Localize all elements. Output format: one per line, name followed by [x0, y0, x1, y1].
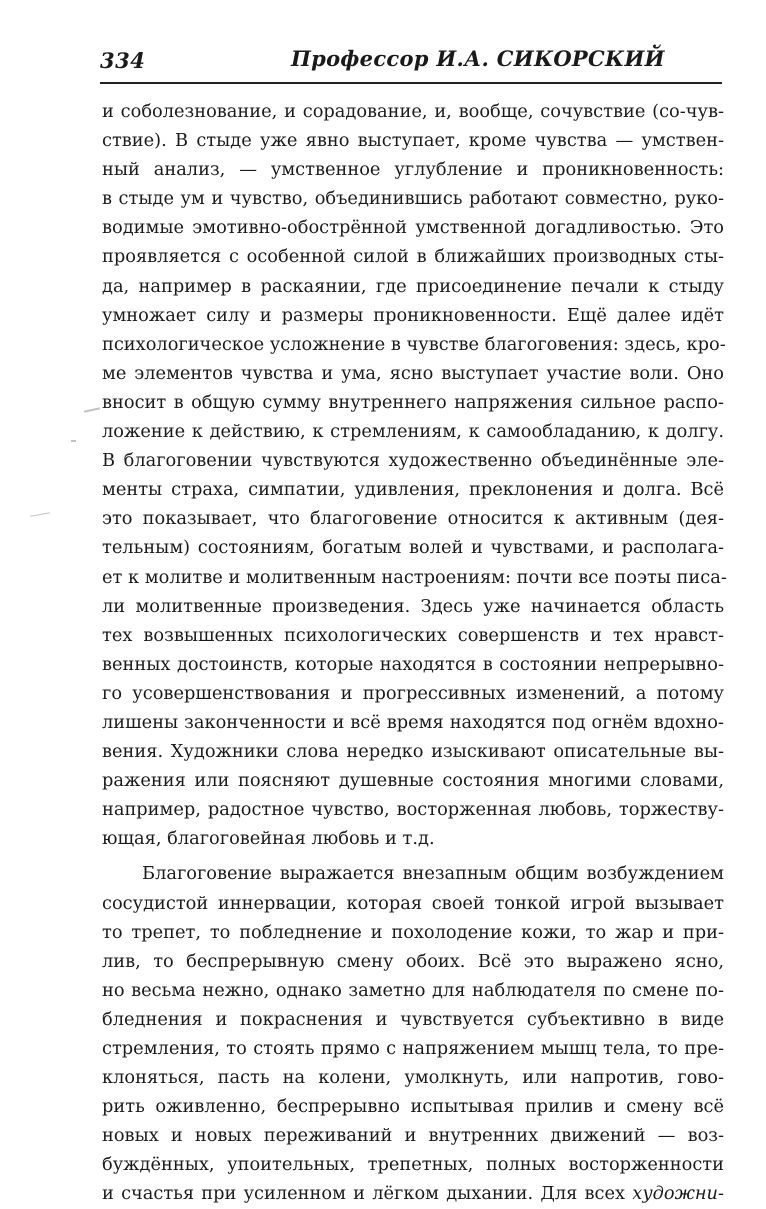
- line-text-italic: художни-: [632, 1183, 724, 1205]
- text-line: [102, 504, 724, 533]
- text-line: [102, 359, 724, 388]
- text-line: [102, 533, 724, 562]
- text-line: [102, 388, 724, 417]
- text-line: [102, 97, 724, 126]
- line-text: буждённых, упоительных, трепетных, полных восторженности: [102, 1154, 724, 1176]
- line-text: это показывает, что благоговение относится к активным (дея-: [102, 508, 724, 530]
- text-line: [102, 679, 724, 708]
- text-line: [102, 272, 724, 301]
- line-text: психологическое усложнение в чувстве благоговения: здесь, кро-: [102, 333, 726, 355]
- text-line: [102, 918, 724, 947]
- text-line: [102, 1063, 724, 1092]
- text-line: [102, 947, 724, 976]
- text-line: [102, 1121, 724, 1150]
- line-text: ет к молитве и молитвенным настроениям: почти все поэты писа-: [102, 566, 727, 588]
- line-text: проявляется с особенной силой в ближайших производных сты-: [102, 246, 724, 268]
- paragraph-1: [102, 97, 727, 853]
- line-text: клоняться, пасть на колени, умолкнуть, или напротив, гово-: [102, 1067, 724, 1089]
- text-line: [102, 184, 724, 213]
- text-line: [102, 1005, 724, 1034]
- line-text: ражения или поясняют душевные состояния многими словами,: [102, 770, 724, 792]
- text-line: [102, 824, 724, 853]
- line-text: ствие). В стыде уже явно выступает, кроме чувства — умствен-: [102, 130, 724, 152]
- text-line: [102, 301, 724, 330]
- line-text: лишены законченности и всё время находятся под огнём вдохно-: [102, 711, 724, 733]
- line-text: ный анализ, — умственное углубление и проникновенность:: [102, 159, 724, 181]
- text-line: [102, 242, 724, 271]
- line-text: стремления, то стоять прямо с напряжением мышц тела, то пре-: [102, 1038, 724, 1059]
- paragraph-2: [102, 859, 724, 1208]
- text-line: [102, 213, 724, 242]
- text-line: [102, 650, 724, 679]
- body-text: [102, 97, 727, 1209]
- line-text: сосудистой иннервации, которая своей тонкой игрой вызывает: [102, 892, 724, 914]
- line-text: в стыде ум и чувство, объединившись работают совместно, руко-: [102, 188, 724, 210]
- line-text: да, например в раскаянии, где присоединение печали к стыду: [102, 275, 724, 297]
- text-line: [102, 126, 724, 155]
- line-text: рить оживленно, беспрерывно испытывая прилив и смену всё: [102, 1096, 724, 1118]
- line-text: В благоговении чувствуются художественно объединённые эле-: [102, 450, 724, 472]
- line-text: тех возвышенных психологических совершенств и тех нравст-: [102, 624, 724, 646]
- line-text: и соболезнование, и сорадование, и, вообще, сочувствие (со-чув-: [102, 101, 724, 122]
- text-line: [102, 1150, 724, 1179]
- text-line: [102, 766, 724, 795]
- line-text: ющая, благоговейная любовь и т.д.: [102, 828, 435, 850]
- margin-mark: [30, 512, 50, 516]
- text-line: [102, 976, 724, 1005]
- text-line: [102, 155, 724, 184]
- text-line: [102, 859, 724, 888]
- line-text: тельным) состояниям, богатым волей и чувствами, и располага-: [102, 537, 724, 559]
- line-text: вносит в общую сумму внутреннего напряжения сильное распо-: [102, 391, 724, 413]
- text-line: [102, 889, 724, 918]
- line-text: но весьма нежно, однако заметно для наблюдателя по смене по-: [102, 979, 724, 1001]
- text-line: [102, 475, 724, 504]
- line-text: го усовершенствования и прогрессивных изменений, а потому: [102, 682, 724, 704]
- text-line: [102, 737, 724, 766]
- line-text: умножает силу и размеры проникновенности. Ещё далее идёт: [102, 304, 724, 326]
- text-line: [102, 592, 724, 621]
- text-line: [102, 1034, 724, 1063]
- header-rule: [100, 82, 722, 84]
- text-line: [102, 708, 724, 737]
- line-text: ли молитвенные произведения. Здесь уже начинается область: [102, 595, 724, 617]
- line-text: то трепет, то побледнение и похолодение кожи, то жар и при-: [102, 921, 724, 943]
- line-text: водимые эмотивно-обострённой умственной догадливостью. Это: [102, 217, 724, 239]
- running-title: Профессор И.А. СИКОРСКИЙ: [291, 46, 665, 71]
- line-text: и счастья при усиленном и лёгком дыхании. Для всех: [102, 1183, 626, 1205]
- text-line: [102, 417, 724, 446]
- text-line: [102, 563, 727, 592]
- line-text: лив, то беспрерывную смену обоих. Всё это выражено ясно,: [102, 950, 724, 972]
- line-text: Благоговение выражается внезапным общим возбуждением: [142, 863, 724, 885]
- line-text: менты страха, симпатии, удивления, преклонения и долга. Всё: [102, 479, 724, 501]
- text-line: [102, 1092, 724, 1121]
- line-text: новых и новых переживаний и внутренних движений — воз-: [102, 1125, 724, 1147]
- margin-mark: [84, 407, 100, 412]
- text-line: [102, 795, 724, 824]
- margin-mark: [71, 440, 76, 442]
- line-text: вения. Художники слова нередко изыскивают описательные вы-: [102, 741, 724, 763]
- line-text: ме элементов чувства и ума, ясно выступает участие воли. Оно: [102, 362, 724, 384]
- text-line: [102, 1179, 724, 1208]
- line-text: бледнения и покраснения и чувствуется субъективно в виде: [102, 1008, 724, 1030]
- text-line: [102, 621, 724, 650]
- line-text: например, радостное чувство, восторженная любовь, торжеству-: [102, 799, 724, 821]
- page-header: [100, 44, 722, 80]
- line-text: ложение к действию, к стремлениям, к самообладанию, к долгу.: [102, 421, 724, 443]
- line-text: венных достоинств, которые находятся в состоянии непрерывно-: [102, 653, 724, 675]
- page-number: 334: [100, 48, 146, 73]
- text-line: [102, 330, 724, 359]
- text-line: [102, 446, 724, 475]
